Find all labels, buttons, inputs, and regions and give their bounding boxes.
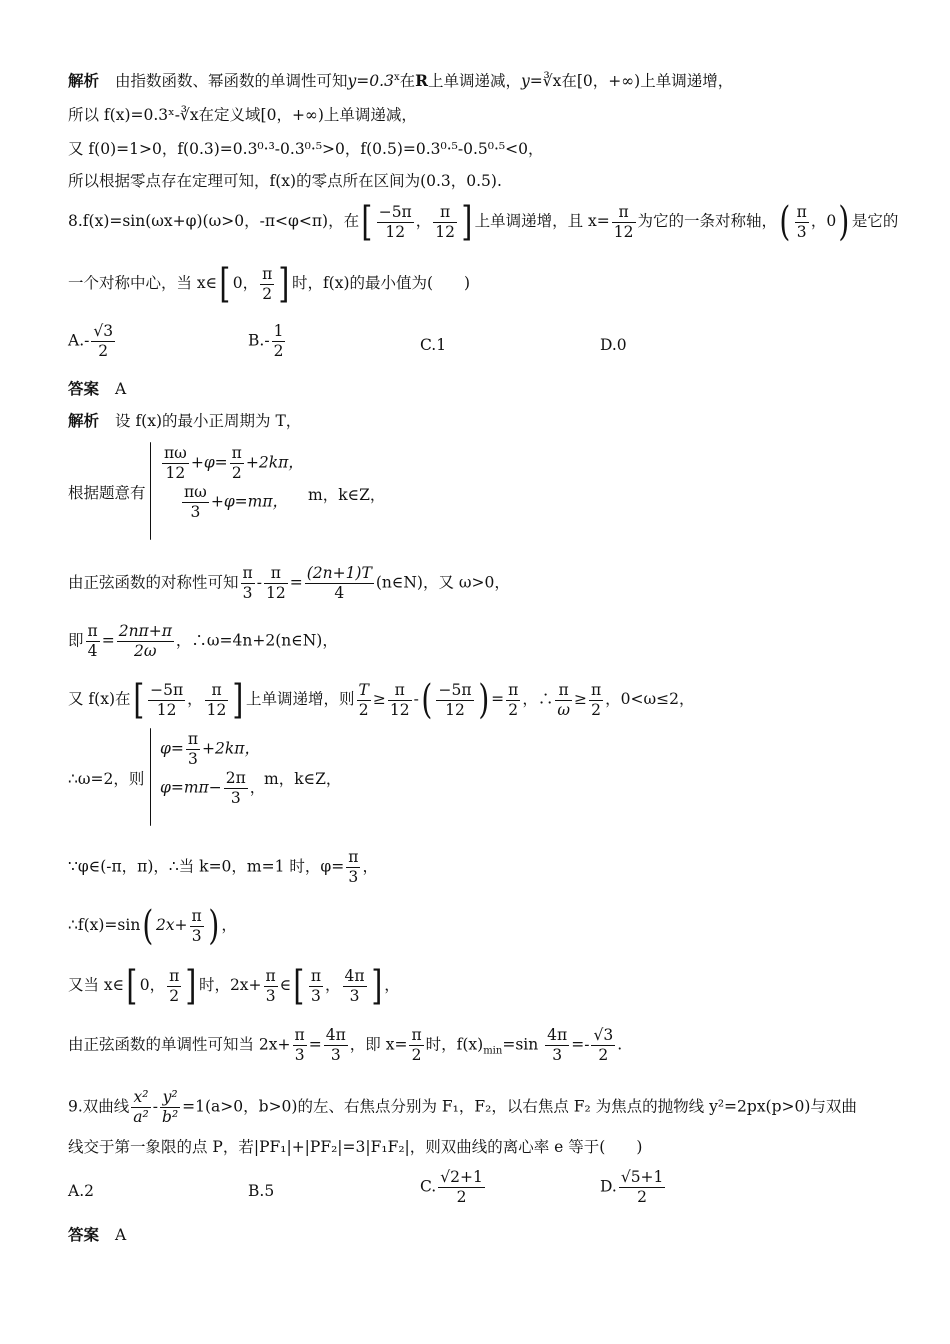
analysis2-line-10: 由正弦函数的单调性可知当 2x+ $\frac{\pi}{3}$ = $\frac{4\pi}{3}$ ，即 x= $\frac{\pi}{2}$ 时，$f(x)_{min}=\sin$ $\frac{4\pi}{3}$ =- $\frac{√3}{2}$ .	[68, 1026, 623, 1064]
question-8-stem: 8.f(x)=sin(ωx+φ)(ω>0，-π<φ<π)，在[ $\frac{-5\pi}{12}$ ， $\frac{\pi}{12}$ ] 上单调递增，且 x= $\frac{\pi}{12}$ 为它的一条对称轴，( $\frac{\pi}{3}$ ，0) 是它的	[68, 199, 899, 245]
question-8-stem-2: 一个对称中心，当 x∈[ 0， $\frac{\pi}{2}$ ] 时，f(x)的最小值为( )	[68, 261, 471, 307]
analysis2-line-4: 即 $\frac{\pi}{4}$ = $\frac{2n\pi+\pi}{2\omega}$ ，∴ω=4n+2(n∈N)，	[68, 622, 338, 660]
question-9-stem: 9.双曲线 $\frac{\text{x²}}{\text{a²}}$ - $\frac{\text{y²}}{\text{b²}}$ =1(a>0，b>0)的左、右焦点分别为 F₁，F₂，以右焦点 F₂ 为焦点的抛物线 y²=2px(p>0)与双曲	[68, 1088, 857, 1126]
answer-8: 答案 A	[68, 380, 127, 398]
option-a[interactable]: A.- $\frac{√3}{2}$	[68, 322, 114, 360]
analysis2-line-7: ∵φ∈(-π，π)，∴当 k=0，m=1 时，φ= $\frac{\pi}{3}$ ，	[68, 848, 378, 886]
option-d[interactable]: D.0	[600, 336, 627, 354]
brace	[150, 442, 151, 540]
equation-system-2: φ= $\frac{\pi}{3}$ +2kπ， φ=mπ− $\frac{2\pi}{3}$ ，	[160, 730, 266, 807]
analysis-line-4: 所以根据零点存在定理可知，f(x)的零点所在区间为(0.3，0.5).	[68, 172, 502, 190]
option-c[interactable]: C. $\frac{√2+1}{2}$	[420, 1168, 483, 1206]
option-d[interactable]: D. $\frac{√5+1}{2}$	[600, 1168, 664, 1206]
fraction: $\frac{\pi}{12}$	[613, 202, 634, 241]
analysis-line-1: 解析 由指数函数、幂函数的单调性可知$y=0.3^x$在R上单调递减，y=∛x在[0，+∞)上单调递增，	[68, 71, 734, 90]
fraction: $\frac{\pi}{3}$	[796, 202, 807, 241]
option-b[interactable]: B.5	[248, 1182, 275, 1200]
analysis-tag: 解析	[68, 72, 100, 90]
fraction: $\frac{-5\pi}{12}$	[378, 202, 412, 241]
analysis2-line-5: 又 f(x)在[ $\frac{-5\pi}{12}$ ， $\frac{\pi}{12}$ ] 上单调递增，则 $\frac{T}{2}$ ≥ $\frac{\pi}{12}$ -( $\frac{-5\pi}{12}$ ) = $\frac{\pi}{2}$ ，∴ $\frac{\pi}{\omega}$ ≥ $\frac{\pi}{2}$ ，0<ω≤2，	[68, 677, 695, 723]
analysis2-system2-condition: m，k∈Z，	[264, 770, 342, 788]
option-b[interactable]: B.- $\frac{1}{2}$	[248, 322, 284, 360]
brace	[150, 728, 151, 826]
fraction: $\frac{\pi}{2}$	[262, 264, 273, 303]
question-9-stem-2: 线交于第一象限的点 P，若|PF₁|+|PF₂|=3|F₁F₂|，则双曲线的离心率 e 等于( )	[68, 1138, 643, 1156]
analysis2-line-6-label: ∴ω=2，则	[68, 770, 145, 788]
analysis2-line-3: 由正弦函数的对称性可知 $\frac{\pi}{3}$ - $\frac{\pi}{12}$ = $\frac{(2n+1)T}{4}$ (n∈N)，又 ω>0，	[68, 564, 510, 602]
analysis-line-2: 所以 f(x)=0.3ˣ-∛x在定义域[0，+∞)上单调递减，	[68, 106, 417, 124]
answer-9: 答案 A	[68, 1226, 127, 1244]
analysis2-system-label: 根据题意有	[68, 484, 146, 502]
option-c[interactable]: C.1	[420, 336, 447, 354]
analysis2-line-9: 又当 x∈[ 0， $\frac{\pi}{2}$ ] 时，2x+ $\frac{\pi}{3}$ ∈[ $\frac{\pi}{3}$ ， $\frac{4\pi}{3}$ ] ，	[68, 963, 400, 1009]
analysis2-line-1: 解析 设 f(x)的最小正周期为 T，	[68, 412, 302, 430]
option-a[interactable]: A.2	[68, 1182, 94, 1200]
fraction: $\frac{\pi}{12}$	[435, 202, 455, 241]
analysis2-system-condition: m，k∈Z，	[308, 486, 386, 504]
equation-system-1: $\frac{\pi\omega}{12}$ +φ= $\frac{\pi}{2}$ +2kπ， $\frac{\pi\omega}{3}$ +φ=mπ，	[164, 444, 304, 521]
analysis2-line-8: ∴f(x)=sin( 2x+ $\frac{\pi}{3}$ ) ，	[68, 903, 237, 949]
analysis-line-3: 又 f(0)=1>0，f(0.3)=0.3⁰·³-0.3⁰·⁵>0，f(0.5)=0.3⁰·⁵-0.5⁰·⁵<0，	[68, 140, 544, 158]
